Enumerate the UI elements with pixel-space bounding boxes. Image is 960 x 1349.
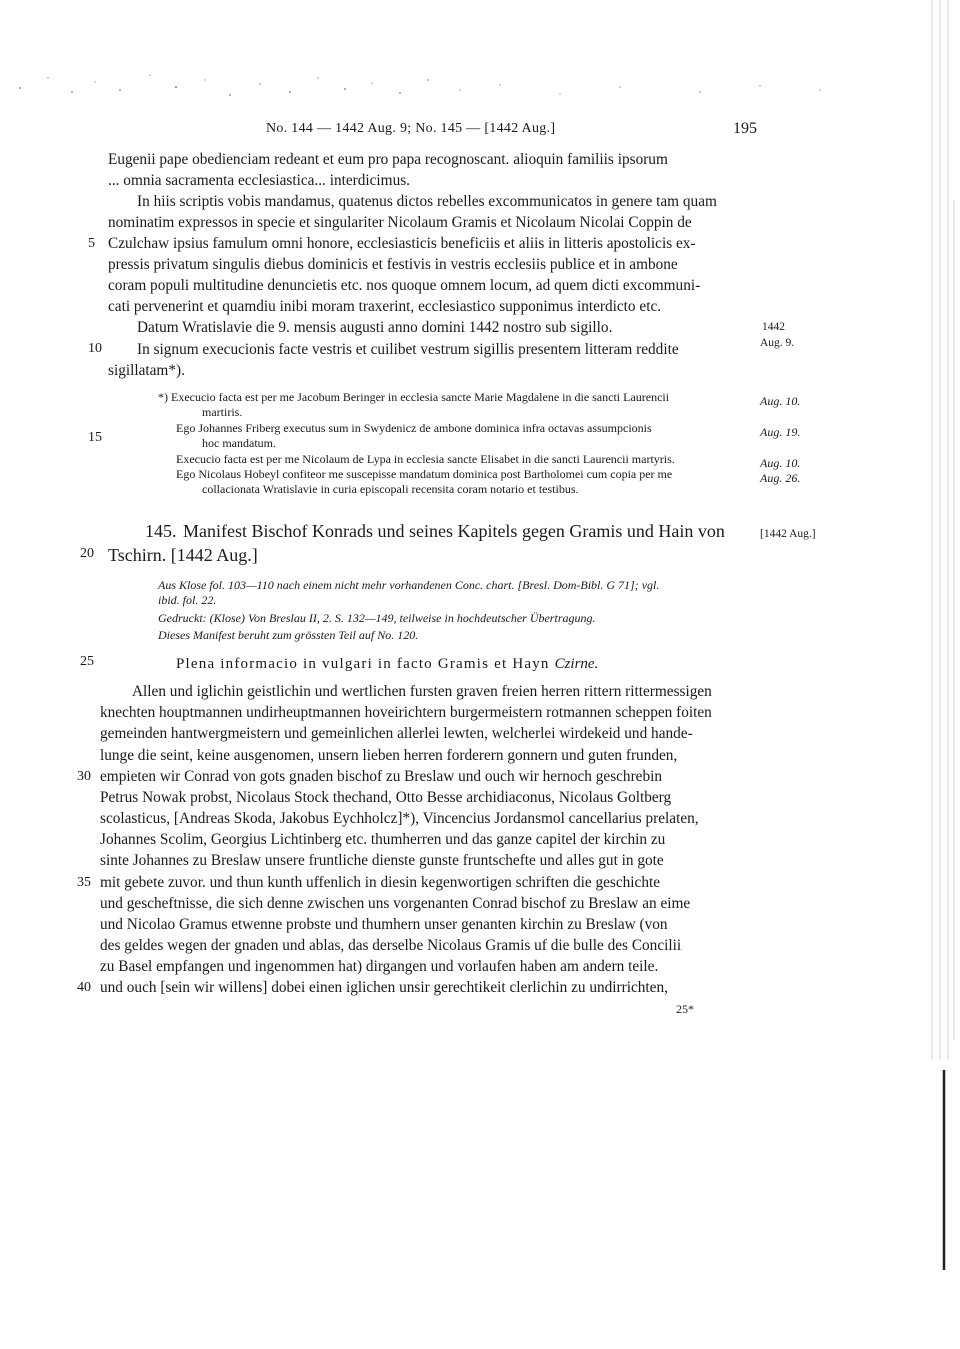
text-line: Eugenii pape obedienciam redeant et eum pro papa recognoscant. alioquin familiis ipsorum bbox=[108, 151, 668, 168]
text-line: Czulchaw ipsius famulum omni honore, ecclesiasticis beneficiis et aliis in litteris apostolicis ex- bbox=[108, 235, 696, 252]
text-line: Johannes Scolim, Georgius Lichtinberg etc. thumherren und das ganze capitel der kirchin zu bbox=[100, 831, 666, 848]
line-number: 35 bbox=[77, 875, 91, 890]
source-line: Dieses Manifest beruht zum grössten Teil auf No. 120. bbox=[158, 628, 419, 642]
page-number: 195 bbox=[733, 120, 757, 137]
line-number: 20 bbox=[80, 546, 94, 561]
subheading: Plena informacio in vulgari in facto Gramis et Hayn Czirne. bbox=[176, 656, 599, 672]
footnote-line: Ego Nicolaus Hobeyl confiteor me suscepisse mandatum dominica post Bartholomei cum copia per me bbox=[176, 467, 673, 481]
text-line: ... omnia sacramenta ecclesiastica... interdicimus. bbox=[108, 172, 410, 189]
text-line: coram populi multitudine denuncietis etc. nos quoque omnem locum, ad quem dicti excommuni- bbox=[108, 277, 701, 294]
text-line: und Nicolao Gramus etwenne probste und thumhern unser genanten kirchin zu Breslaw (von bbox=[100, 916, 668, 933]
text-line: Datum Wratislavie die 9. mensis augusti anno domini 1442 nostro sub sigillo. bbox=[137, 319, 613, 336]
signature-mark: 25* bbox=[676, 1002, 694, 1016]
doc-number: 145. bbox=[145, 521, 177, 541]
text-line: Allen und iglichin geistlichin und wertlichen fursten graven freien herren rittern rittermessigen bbox=[132, 683, 712, 700]
text-line: In hiis scriptis vobis mandamus, quatenus dictos rebelles excommunicatos in genere tam quam bbox=[137, 193, 717, 210]
line-number: 40 bbox=[77, 980, 91, 995]
source-line: ibid. fol. 22. bbox=[158, 593, 217, 607]
source-line: Gedruckt: (Klose) Von Breslau II, 2. S. 132—149, teilweise in hochdeutscher Übertragung. bbox=[158, 611, 596, 625]
text-line: knechten houptmannen undirheuptmannen hoveirichtern burgermeistern rotmannen scheppen foiten bbox=[100, 704, 712, 721]
footnote-line: hoc mandatum. bbox=[202, 436, 276, 450]
text-line: des geldes wegen der gnaden und ablas, das derselbe Nicolaus Gramis uf die bulle des Concilii bbox=[100, 937, 682, 954]
doc-title-cont: Tschirn. [1442 Aug.] bbox=[108, 545, 258, 565]
text-line: empieten wir Conrad von gots gnaden bischof zu Breslaw und ouch wir hernoch geschrebin bbox=[100, 768, 663, 785]
text-line: mit gebete zuvor. und thun kunth uffenlich in diesin kegenwortigen schriften die geschichte bbox=[100, 874, 661, 891]
footnote-date: Aug. 19. bbox=[760, 425, 801, 439]
footnote-date: Aug. 26. bbox=[760, 471, 801, 485]
running-head: No. 144 — 1442 Aug. 9; No. 145 — [1442 Aug.] bbox=[266, 121, 556, 136]
line-number: 25 bbox=[80, 654, 94, 669]
text-line: cati pervenerint et quamdiu inibi moram traxerint, ecclesiastico supponimus interdicto etc. bbox=[108, 298, 662, 315]
line-number: 10 bbox=[88, 341, 102, 356]
margin-day: Aug. 9. bbox=[760, 337, 795, 349]
text-line: pressis privatum singulis diebus dominicis et festivis in vestris ecclesiis publice et in ambone bbox=[108, 256, 678, 273]
line-number: 15 bbox=[88, 430, 102, 445]
text-line: scolasticus, [Andreas Skoda, Jakobus Eychholcz]*), Vincencius Jordansmol cancellarius prelaten, bbox=[100, 810, 699, 827]
text-line: Petrus Nowak probst, Nicolaus Stock thechand, Otto Besse archidiaconus, Nicolaus Goltberg bbox=[100, 789, 672, 806]
text-line: sinte Johannes zu Breslaw unsere fruntliche dienste gunste fruntschefte und alles gut in gote bbox=[100, 852, 664, 869]
line-number: 5 bbox=[88, 236, 95, 251]
scan-speckle bbox=[0, 40, 960, 110]
text-line: und gescheftnisse, die sich denne zwischen uns vorgenanten Conrad bischof zu Breslaw an eime bbox=[100, 895, 691, 912]
doc-date-right: [1442 Aug.] bbox=[760, 528, 816, 540]
text-line: nominatim expressos in specie et singulariter Nicolaum Gramis et Nicolaum Nicolai Coppin de bbox=[108, 214, 692, 231]
text-line: sigillatam*). bbox=[108, 362, 185, 379]
text-line: und ouch [sein wir willens] dobei einen iglichen unsir gerechtikeit clerlichin zu undirrichten, bbox=[100, 979, 668, 996]
footnote-line: Ego Johannes Friberg executus sum in Swydenicz de ambone dominica infra octavas assumpcionis bbox=[176, 421, 652, 435]
scan-edge-marks bbox=[910, 0, 960, 1349]
margin-year: 1442 bbox=[762, 321, 785, 333]
source-line: Aus Klose fol. 103—110 nach einem nicht mehr vorhandenen Conc. chart. [Bresl. Dom-Bibl. G 71]; vgl. bbox=[158, 578, 660, 592]
text-line: zu Basel empfangen und ingenommen hat) dirgangen und vorlaufen haben am andern teile. bbox=[100, 958, 659, 975]
line-number: 30 bbox=[77, 769, 91, 784]
footnote-line: martiris. bbox=[202, 405, 243, 419]
text-line: In signum execucionis facte vestris et cuilibet vestrum sigillis presentem litteram reddite bbox=[137, 341, 679, 358]
footnote-date: Aug. 10. bbox=[760, 394, 801, 408]
doc-title: Manifest Bischof Konrads und seines Kapitels gegen Gramis und Hain von bbox=[183, 521, 725, 541]
text-line: lunge die seint, keine ausgenomen, unsern lieben herren forderern gonnern und guten frunden, bbox=[100, 747, 678, 764]
footnote-line: collacionata Wratislavie in curia episcopali recensita coram notario et testibus. bbox=[202, 482, 579, 496]
footnote-line: *) Execucio facta est per me Jacobum Beringer in ecclesia sancte Marie Magdalene in die sancti Laurencii bbox=[158, 390, 670, 404]
footnote-date: Aug. 10. bbox=[760, 456, 801, 470]
footnote-line: Execucio facta est per me Nicolaum de Lypa in ecclesia sancte Elisabet in die sancti Laurencii martyris. bbox=[176, 452, 675, 466]
text-line: gemeinden hantwergmeistern und gemeinlichen allerlei lewten, welcherlei wirdekeid und hande- bbox=[100, 725, 693, 742]
